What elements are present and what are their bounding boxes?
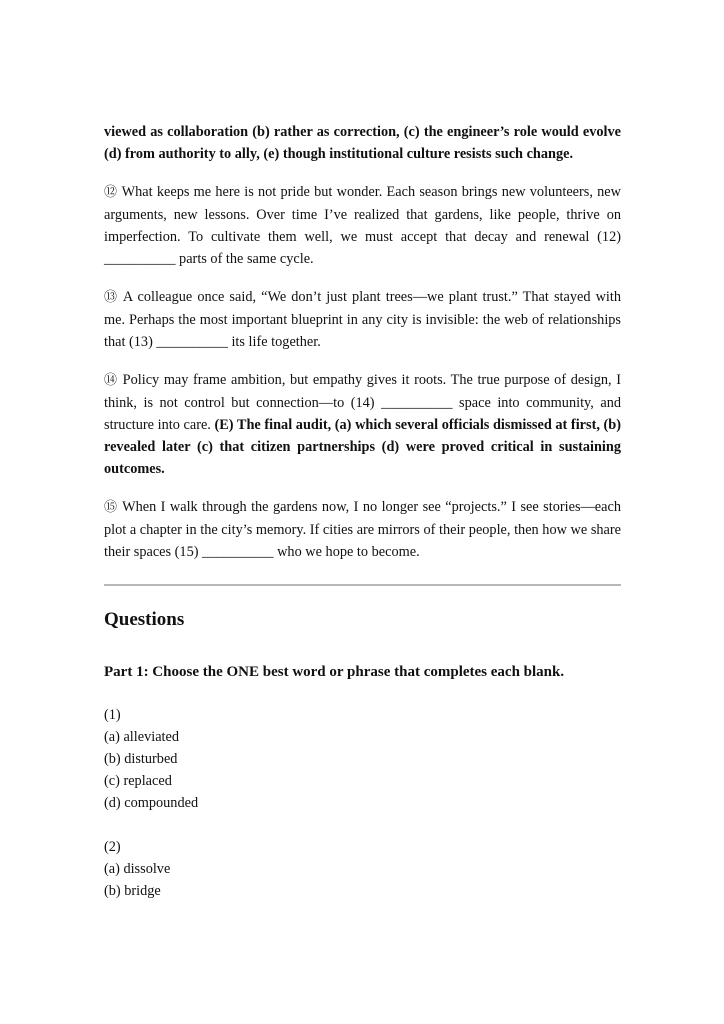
paragraph-14-bold-sentence: (E) The final audit, (a) which several officials dismissed at first, (b) revealed later (c) that citizen partnerships (d) were proved critical in sustaining outcomes.	[104, 417, 621, 477]
paragraph-11-continuation: viewed as collaboration (b) rather as correction, (c) the engineer’s role would evolve (d) from authority to ally, (e) though institutional culture resists such change.	[104, 124, 621, 162]
paragraph-14	[104, 369, 621, 480]
question-1-option-d: (d) compounded	[104, 795, 199, 811]
questions-heading: Questions	[104, 609, 185, 630]
paragraph-number-13: ⑬	[104, 290, 119, 305]
question-1-number: (1)	[104, 707, 121, 723]
paragraph-15	[104, 496, 621, 563]
paragraph-13-text: A colleague once said, “We don’t just plant trees—we plant trust.” That stayed with me. Perhaps the most important blueprint in any city is invisible: the web of relationships that (13) __________ its life together.	[104, 289, 621, 350]
part-1-instruction: Part 1: Choose the ONE best word or phrase that completes each blank.	[104, 664, 565, 680]
question-2-number: (2)	[104, 839, 121, 855]
question-2	[104, 836, 621, 902]
paragraph-number-14: ⑭	[104, 373, 119, 388]
paragraph-14-text: Policy may frame ambition, but empathy gives it roots. The true purpose of design, I think, is not control but connection—to (14) __________ space into community, and structure into care.	[104, 372, 621, 433]
question-1	[104, 704, 621, 814]
question-2-option-b: (b) bridge	[104, 883, 161, 899]
paragraph-number-15: ⑮	[104, 500, 118, 515]
section-divider	[104, 584, 621, 586]
paragraph-12-text: What keeps me here is not pride but wonder. Each season brings new volunteers, new arguments, new lessons. Over time I’ve realized that gardens, like people, thrive on imperfection. To cultivate them well, we must accept that decay and renewal (12) __________ parts of the same cycle.	[104, 184, 621, 267]
question-2-option-a: (a) dissolve	[104, 861, 171, 877]
paragraph-number-12: ⑫	[104, 185, 118, 200]
paragraph-13	[104, 286, 621, 353]
question-1-option-b: (b) disturbed	[104, 751, 178, 767]
paragraph-12	[104, 181, 621, 270]
question-1-option-a: (a) alleviated	[104, 729, 180, 745]
document-page	[104, 121, 621, 902]
paragraph-15-text: When I walk through the gardens now, I no longer see “projects.” I see stories—each plot a chapter in the city’s memory. If cities are mirrors of their people, then how we share their spaces (15) __________ who we hope to become.	[104, 499, 621, 560]
question-1-option-c: (c) replaced	[104, 773, 172, 789]
